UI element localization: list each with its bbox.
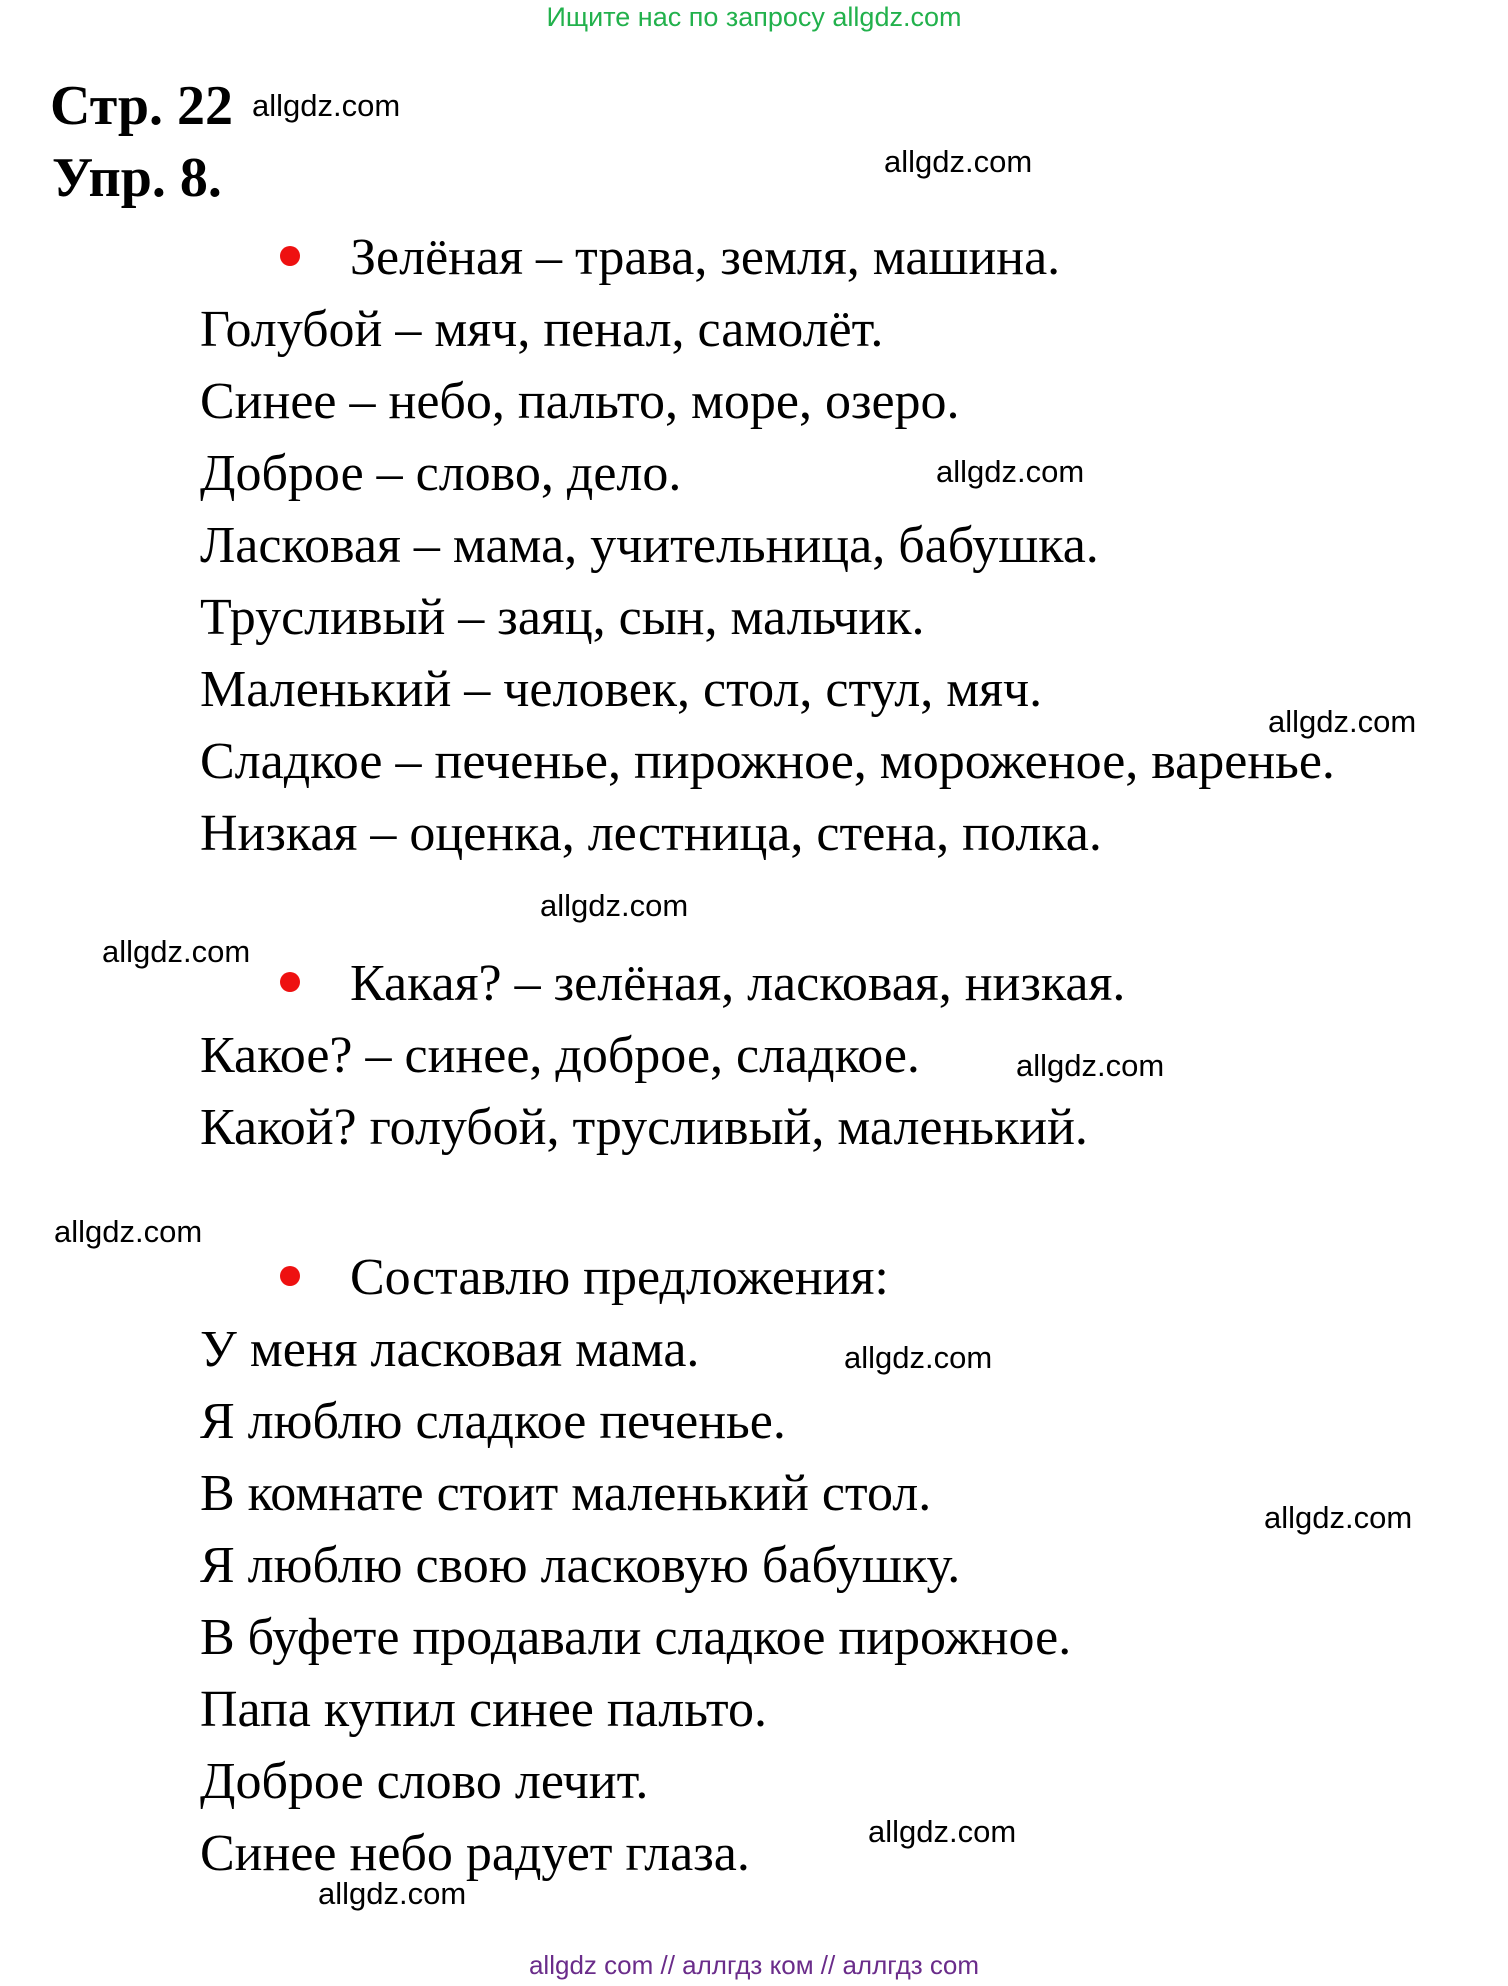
watermark: allgdz.com xyxy=(1268,704,1417,739)
answer-line: Низкая – оценка, лестница, стена, полка. xyxy=(200,805,1102,862)
sentence-line: Я люблю свою ласковую бабушку. xyxy=(200,1537,961,1594)
bullet-icon xyxy=(280,1266,300,1286)
answer-line: Голубой – мяч, пенал, самолёт. xyxy=(200,301,884,358)
sentence-line: Синее небо радует глаза. xyxy=(200,1825,750,1882)
watermark: allgdz.com xyxy=(252,88,401,123)
sentence-line: Папа купил синее пальто. xyxy=(200,1681,767,1738)
answer-line: Какое? – синее, доброе, сладкое. xyxy=(200,1027,920,1084)
sentence-line: В комнате стоит маленький стол. xyxy=(200,1465,932,1522)
answer-line: Трусливый – заяц, сын, мальчик. xyxy=(200,589,925,646)
sentence-line: У меня ласковая мама. xyxy=(200,1321,700,1378)
sentence-line: В буфете продавали сладкое пирожное. xyxy=(200,1609,1072,1666)
answer-line: Ласковая – мама, учительница, бабушка. xyxy=(200,517,1099,574)
top-banner: Ищите нас по запросу allgdz.com xyxy=(546,2,962,32)
watermark: allgdz.com xyxy=(1264,1500,1413,1535)
watermark: allgdz.com xyxy=(540,888,689,923)
exercise-label: Упр. 8. xyxy=(52,147,222,209)
footer-links: allgdz com // аллгдз ком // аллгдз com xyxy=(528,1950,980,1980)
bullet-icon xyxy=(280,246,300,266)
watermark: allgdz.com xyxy=(318,1876,467,1911)
answer-line: Сладкое – печенье, пирожное, мороженое, варенье. xyxy=(200,733,1335,790)
sentence-line: Доброе слово лечит. xyxy=(200,1753,649,1810)
answer-line: Доброе – слово, дело. xyxy=(200,445,682,502)
watermark: allgdz.com xyxy=(936,454,1085,489)
watermark: allgdz.com xyxy=(1016,1048,1165,1083)
answer-line: Какая? – зелёная, ласковая, низкая. xyxy=(350,955,1126,1012)
watermark: allgdz.com xyxy=(884,144,1033,179)
answer-line: Маленький – человек, стол, стул, мяч. xyxy=(200,661,1043,718)
watermark: allgdz.com xyxy=(844,1340,993,1375)
watermark: allgdz.com xyxy=(868,1814,1017,1849)
section-heading: Составлю предложения: xyxy=(350,1249,889,1306)
sentence-line: Я люблю сладкое печенье. xyxy=(200,1393,786,1450)
watermark: allgdz.com xyxy=(54,1214,203,1249)
answer-line: Какой? голубой, трусливый, маленький. xyxy=(200,1099,1088,1156)
answer-line: Синее – небо, пальто, море, озеро. xyxy=(200,373,960,430)
answer-line: Зелёная – трава, земля, машина. xyxy=(350,229,1061,286)
watermark: allgdz.com xyxy=(102,934,251,969)
page-label: Стр. 22 xyxy=(50,75,234,137)
bullet-icon xyxy=(280,972,300,992)
